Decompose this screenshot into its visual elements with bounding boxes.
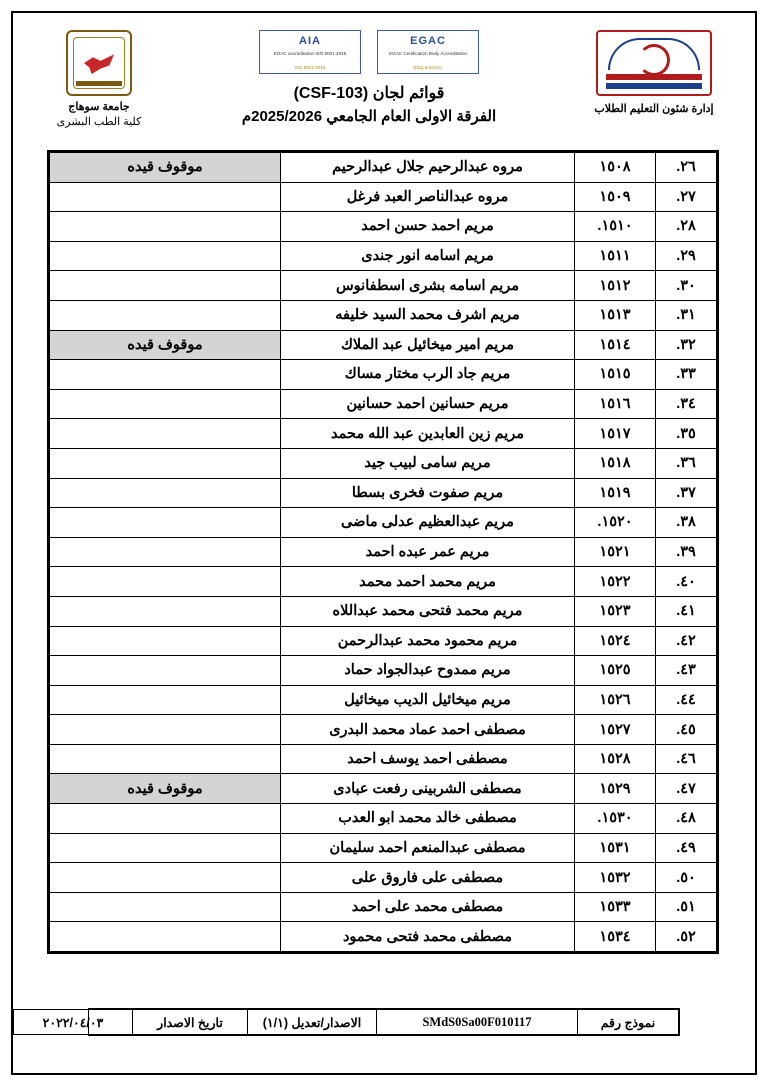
row-index-cell: ٤٤. bbox=[656, 685, 717, 715]
students-table-body bbox=[50, 153, 717, 952]
row-index-cell: ٢٦. bbox=[656, 153, 717, 183]
table-row bbox=[50, 300, 717, 330]
student-code-cell: ١٥٢٤ bbox=[575, 626, 656, 656]
status-note-cell bbox=[50, 448, 281, 478]
student-code-cell: ١٥٣٤ bbox=[575, 922, 656, 952]
table-row bbox=[50, 833, 717, 863]
row-index-cell: ٤٩. bbox=[656, 833, 717, 863]
status-note-cell: موقوف قيده bbox=[50, 153, 281, 183]
issue-date-label: تاريخ الاصدار bbox=[133, 1010, 248, 1035]
student-code-cell: ١٥١٩ bbox=[575, 478, 656, 508]
student-name-cell: مريم ممدوح عبدالجواد حماد bbox=[281, 656, 575, 686]
table-row bbox=[50, 389, 717, 419]
table-row bbox=[50, 271, 717, 301]
status-note-cell bbox=[50, 241, 281, 271]
table-row bbox=[50, 508, 717, 538]
row-index-cell: ٣٣. bbox=[656, 360, 717, 390]
status-note-cell bbox=[50, 685, 281, 715]
row-index-cell: ٤٥. bbox=[656, 715, 717, 745]
row-index-cell: ٣٨. bbox=[656, 508, 717, 538]
iso-certificate-icon: AIA EGAC accreditation ISO 9001:2015 ISO 9001:2015 bbox=[259, 30, 361, 74]
edition-label: الاصدار/تعديل (١/١) bbox=[248, 1010, 377, 1035]
student-code-cell: ١٥٣١ bbox=[575, 833, 656, 863]
table-row bbox=[50, 596, 717, 626]
table-row bbox=[50, 804, 717, 834]
student-name-cell: مصطفى محمد فتحى محمود bbox=[281, 922, 575, 952]
status-note-cell bbox=[50, 478, 281, 508]
students-table-container bbox=[47, 150, 719, 954]
student-name-cell: مريم محمد احمد محمد bbox=[281, 567, 575, 597]
student-code-cell: ١٥١٨ bbox=[575, 448, 656, 478]
student-code-cell: ١٥٢٣ bbox=[575, 596, 656, 626]
header-left-block bbox=[564, 30, 744, 117]
document-footer bbox=[42, 1008, 680, 1036]
student-name-cell: مريم صفوت فخرى بسطا bbox=[281, 478, 575, 508]
status-note-cell bbox=[50, 360, 281, 390]
student-code-cell: ١٥١٦ bbox=[575, 389, 656, 419]
header-right-block bbox=[24, 30, 174, 130]
student-name-cell: مريم محمود محمد عبدالرحمن bbox=[281, 626, 575, 656]
student-name-cell: مريم اسامه بشرى اسطفانوس bbox=[281, 271, 575, 301]
student-code-cell: ١٥٢٩ bbox=[575, 774, 656, 804]
form-number-label: نموذج رقم bbox=[578, 1010, 679, 1035]
student-code-cell: ١٥٢٠. bbox=[575, 508, 656, 538]
row-index-cell: ٤١. bbox=[656, 596, 717, 626]
row-index-cell: ٢٧. bbox=[656, 182, 717, 212]
status-note-cell bbox=[50, 804, 281, 834]
row-index-cell: ٣٥. bbox=[656, 419, 717, 449]
status-note-cell bbox=[50, 715, 281, 745]
student-code-cell: ١٥٢٨ bbox=[575, 744, 656, 774]
student-name-cell: مريم زين العابدين عبد الله محمد bbox=[281, 419, 575, 449]
student-name-cell: مصطفى محمد على احمد bbox=[281, 892, 575, 922]
status-note-cell bbox=[50, 389, 281, 419]
row-index-cell: ٣٦. bbox=[656, 448, 717, 478]
row-index-cell: ٤٨. bbox=[656, 804, 717, 834]
row-index-cell: ٤٦. bbox=[656, 744, 717, 774]
status-note-cell bbox=[50, 537, 281, 567]
status-note-cell bbox=[50, 300, 281, 330]
table-row bbox=[50, 685, 717, 715]
student-code-cell: ١٥١٧ bbox=[575, 419, 656, 449]
table-row bbox=[50, 656, 717, 686]
student-name-cell: مريم حسانين احمد حسانين bbox=[281, 389, 575, 419]
table-row bbox=[50, 626, 717, 656]
status-note-cell: موقوف قيده bbox=[50, 330, 281, 360]
table-row bbox=[50, 537, 717, 567]
student-code-cell: ١٥٢١ bbox=[575, 537, 656, 567]
student-code-cell: ١٥٢٦ bbox=[575, 685, 656, 715]
row-index-cell: ٤٧. bbox=[656, 774, 717, 804]
student-name-cell: مريم محمد فتحى محمد عبداللاه bbox=[281, 596, 575, 626]
table-row bbox=[50, 330, 717, 360]
student-code-cell: ١٥١٣ bbox=[575, 300, 656, 330]
student-name-cell: مريم عمر عبده احمد bbox=[281, 537, 575, 567]
table-row bbox=[50, 448, 717, 478]
row-index-cell: ٣٧. bbox=[656, 478, 717, 508]
student-code-cell: ١٥١٥ bbox=[575, 360, 656, 390]
row-index-cell: ٤٣. bbox=[656, 656, 717, 686]
document-subtitle: الفرقة الاولى العام الجامعي 2025/2026م bbox=[241, 108, 497, 125]
faculty-of-medicine-emblem-icon bbox=[596, 30, 712, 96]
student-name-cell: مصطفى على فاروق على bbox=[281, 863, 575, 893]
student-name-cell: مريم سامى لبيب جيد bbox=[281, 448, 575, 478]
table-row bbox=[50, 182, 717, 212]
table-row bbox=[50, 922, 717, 952]
status-note-cell bbox=[50, 508, 281, 538]
student-code-cell: ١٥١٠. bbox=[575, 212, 656, 242]
status-note-cell bbox=[50, 626, 281, 656]
table-row bbox=[50, 241, 717, 271]
table-row bbox=[50, 478, 717, 508]
status-note-cell bbox=[50, 596, 281, 626]
footer-table bbox=[13, 1009, 679, 1035]
sohag-university-emblem-icon bbox=[66, 30, 132, 96]
student-code-cell: ١٥٣٠. bbox=[575, 804, 656, 834]
student-code-cell: ١٥٢٥ bbox=[575, 656, 656, 686]
row-index-cell: ٣٠. bbox=[656, 271, 717, 301]
student-code-cell: ١٥٢٧ bbox=[575, 715, 656, 745]
status-note-cell: موقوف قيده bbox=[50, 774, 281, 804]
table-row bbox=[50, 567, 717, 597]
footer-row bbox=[14, 1010, 679, 1035]
students-table bbox=[49, 152, 717, 952]
student-name-cell: مريم جاد الرب مختار مساك bbox=[281, 360, 575, 390]
row-index-cell: ٥٠. bbox=[656, 863, 717, 893]
document-title: قوائم لجان (CSF-103) bbox=[293, 85, 445, 102]
table-row bbox=[50, 153, 717, 183]
status-note-cell bbox=[50, 892, 281, 922]
document-header bbox=[24, 30, 744, 142]
status-note-cell bbox=[50, 863, 281, 893]
status-note-cell bbox=[50, 271, 281, 301]
row-index-cell: ٤٠. bbox=[656, 567, 717, 597]
student-name-cell: مصطفى احمد يوسف احمد bbox=[281, 744, 575, 774]
student-name-cell: مريم اسامه انور جندى bbox=[281, 241, 575, 271]
faculty-name: كلية الطب البشرى bbox=[56, 115, 142, 128]
accreditation-logos bbox=[204, 30, 534, 74]
table-row bbox=[50, 863, 717, 893]
status-note-cell bbox=[50, 833, 281, 863]
row-index-cell: ٥١. bbox=[656, 892, 717, 922]
table-row bbox=[50, 715, 717, 745]
student-code-cell: ١٥٣٣ bbox=[575, 892, 656, 922]
table-row bbox=[50, 892, 717, 922]
row-index-cell: ٢٨. bbox=[656, 212, 717, 242]
student-name-cell: مصطفى خالد محمد ابو العدب bbox=[281, 804, 575, 834]
student-name-cell: مريم عبدالعظيم عدلى ماضى bbox=[281, 508, 575, 538]
status-note-cell bbox=[50, 744, 281, 774]
table-row bbox=[50, 212, 717, 242]
status-note-cell bbox=[50, 212, 281, 242]
row-index-cell: ٣٢. bbox=[656, 330, 717, 360]
student-name-cell: مريم احمد حسن احمد bbox=[281, 212, 575, 242]
student-code-cell: ١٥١٤ bbox=[575, 330, 656, 360]
table-row bbox=[50, 360, 717, 390]
student-code-cell: ١٥٣٢ bbox=[575, 863, 656, 893]
status-note-cell bbox=[50, 567, 281, 597]
student-name-cell: مريم اشرف محمد السيد خليفه bbox=[281, 300, 575, 330]
issue-date-value: ٢٠٢٢/٠٤/٠٣ bbox=[14, 1010, 133, 1035]
row-index-cell: ٤٢. bbox=[656, 626, 717, 656]
student-name-cell: مصطفى الشربينى رفعت عبادى bbox=[281, 774, 575, 804]
student-code-cell: ١٥٠٨ bbox=[575, 153, 656, 183]
student-name-cell: مروه عبدالناصر العبد فرغل bbox=[281, 182, 575, 212]
status-note-cell bbox=[50, 922, 281, 952]
student-name-cell: مصطفى احمد عماد محمد البدرى bbox=[281, 715, 575, 745]
student-code-cell: ١٥١٢ bbox=[575, 271, 656, 301]
row-index-cell: ٣٩. bbox=[656, 537, 717, 567]
row-index-cell: ٣٤. bbox=[656, 389, 717, 419]
student-name-cell: مريم امير ميخائيل عبد الملاك bbox=[281, 330, 575, 360]
student-name-cell: مروه عبدالرحيم جلال عبدالرحيم bbox=[281, 153, 575, 183]
header-center-block bbox=[204, 30, 534, 129]
row-index-cell: ٥٢. bbox=[656, 922, 717, 952]
status-note-cell bbox=[50, 419, 281, 449]
table-row bbox=[50, 419, 717, 449]
student-code-cell: ١٥٠٩ bbox=[575, 182, 656, 212]
table-row bbox=[50, 744, 717, 774]
egac-certificate-icon: EGAC EGAC Certification Body Accreditation ESQ & EGAC bbox=[377, 30, 479, 74]
university-name: جامعة سوهاج bbox=[68, 101, 130, 113]
student-code-cell: ١٥٢٢ bbox=[575, 567, 656, 597]
student-name-cell: مريم ميخائيل الديب ميخائيل bbox=[281, 685, 575, 715]
student-code-cell: ١٥١١ bbox=[575, 241, 656, 271]
form-code-value: SMdS0Sa00F010117 bbox=[377, 1010, 578, 1035]
row-index-cell: ٢٩. bbox=[656, 241, 717, 271]
department-name: إدارة شئون التعليم الطلاب bbox=[594, 103, 714, 115]
student-name-cell: مصطفى عبدالمنعم احمد سليمان bbox=[281, 833, 575, 863]
status-note-cell bbox=[50, 182, 281, 212]
table-row bbox=[50, 774, 717, 804]
status-note-cell bbox=[50, 656, 281, 686]
row-index-cell: ٣١. bbox=[656, 300, 717, 330]
